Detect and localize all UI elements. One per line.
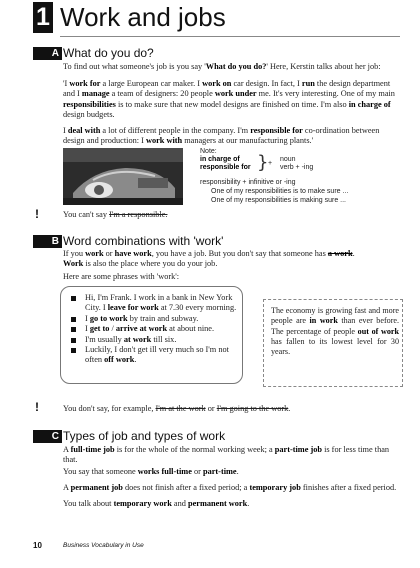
note-responsible-for: responsible for: [200, 164, 251, 171]
note-verb-ing: verb + -ing: [280, 164, 314, 171]
section-a-intro: To find out what someone's job is you say 'What do you do?' Here, Kerstin talks about her job:: [63, 62, 381, 71]
note-example-1: One of my responsibilities is to make sure ...: [211, 188, 349, 195]
list-item: Hi, I'm Frank. I work in a bank in New York City. I leave for work at 7.30 every morning.: [69, 293, 244, 314]
section-a-heading: What do you do?: [63, 46, 154, 60]
note-plus: +: [268, 160, 273, 167]
warning-icon: !: [35, 400, 39, 414]
list-item: I go to work by train and subway.: [69, 314, 244, 324]
economy-news-text: The economy is growing fast and more people are in work than ever before. The percentage of people out of work has fallen to its lowest level for 30 years.: [271, 306, 399, 357]
unit-number: 1: [33, 2, 53, 33]
list-item: I'm usually at work till six.: [69, 335, 244, 345]
section-b-p3: Here are some phrases with 'work':: [63, 272, 180, 281]
kerstin-quote-2: I deal with a lot of different people in the company. I'm responsible for co-ordination between design and production: I work with managers at our manufacturing plants.': [63, 126, 380, 146]
brace-icon: }: [257, 152, 269, 173]
title-rule: [60, 36, 400, 37]
section-b-p1: If you work or have work, you have a job. But you don't say that someone has a work.: [63, 249, 355, 258]
note-in-charge-of: in charge of: [200, 156, 240, 163]
kerstin-quote-1: 'I work for a large European car maker. I work on car design. In fact, I run the design department and I manage a team of designers: 20 people work under me. It's very interesting. One of my main responsibilities is to make sure that new model designs are finished on time. I'm also in charge of design budgets.: [63, 79, 395, 120]
section-c-p1: A full-time job is for the whole of the normal working week; a part-time job is for less time than that.: [63, 445, 390, 465]
section-c-heading: Types of job and types of work: [63, 429, 226, 443]
section-a-warning: You can't say I'm a responsible.: [63, 210, 168, 219]
section-b-p2: Work is also the place where you do your job.: [63, 259, 218, 268]
section-b-tab: B: [33, 235, 62, 248]
section-b-warning: You don't say, for example, I'm at the work or I'm going to the work.: [63, 404, 291, 413]
list-item: Luckily, I don't get ill very much so I'm not often off work.: [69, 345, 244, 366]
warning-icon: !: [35, 207, 39, 221]
section-c-p2: You say that someone works full-time or part-time.: [63, 467, 239, 476]
note-label: Note:: [200, 148, 217, 155]
note-noun: noun: [280, 156, 296, 163]
frank-phrase-list: [69, 293, 244, 366]
section-c-p3: A permanent job does not finish after a fixed period; a temporary job finishes after a fixed period.: [63, 483, 397, 492]
section-c-tab: C: [33, 430, 62, 443]
note-example-2: One of my responsibilities is making sure ...: [211, 197, 346, 204]
page-number: 10: [33, 541, 42, 550]
section-a-tab: A: [33, 47, 62, 60]
book-title: Business Vocabulary in Use: [63, 542, 144, 549]
list-item: I get to / arrive at work at about nine.: [69, 324, 244, 334]
unit-title: Work and jobs: [60, 2, 226, 32]
section-b-heading: Word combinations with 'work': [63, 234, 224, 248]
car-design-photo: [63, 148, 183, 205]
note-responsibility-rule: responsibility + infinitive or -ing: [200, 179, 296, 186]
section-c-p4: You talk about temporary work and permanent work.: [63, 499, 250, 508]
